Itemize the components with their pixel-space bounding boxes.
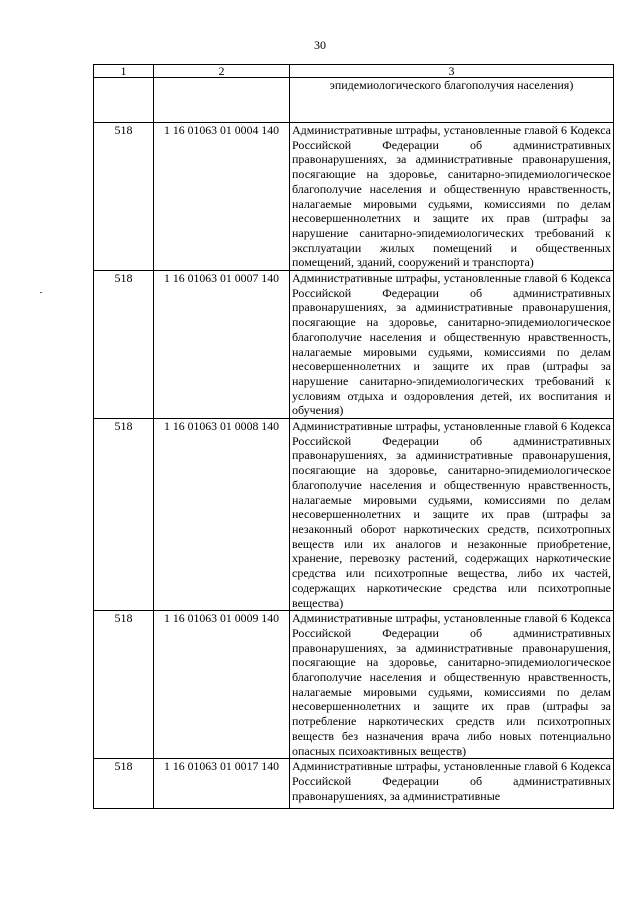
header-col-3: 3 — [290, 65, 614, 78]
kbk-cell: 1 16 01063 01 0004 140 — [154, 123, 290, 271]
description-cell: Административные штрафы, установленные главой 6 Кодекса Российской Федерации об административных правонарушениях, за административные — [290, 759, 614, 809]
header-row — [94, 65, 614, 78]
admin-code-cell: 518 — [94, 123, 154, 271]
admin-code-cell: 518 — [94, 759, 154, 809]
continuation-row — [94, 78, 614, 123]
header-col-2: 2 — [154, 65, 290, 78]
kbk-cell: 1 16 01063 01 0007 140 — [154, 271, 290, 419]
description-cell: эпидемиологического благополучия населения) — [290, 78, 614, 123]
kbk-cell: 1 16 01063 01 0017 140 — [154, 759, 290, 809]
kbk-cell: 1 16 01063 01 0008 140 — [154, 419, 290, 611]
page-number: 30 — [314, 38, 326, 52]
table-row — [94, 123, 614, 271]
description-cell: Административные штрафы, установленные главой 6 Кодекса Российской Федерации об административных правонарушениях, за административные правонарушения, посягающие на здоровье, санитарно-эпидемиологическое благополучие населения и общественную нравственность, налагаемые мировыми судьями, комиссиями по делам несовершеннолетних и защите их прав (штрафы за незаконный оборот наркотических средств, психотропных веществ или их аналогов и незаконные приобретение, хранение, перевозку растений, содержащих наркотические средства или психотропные вещества, либо их частей, содержащих наркотические средства или психотропные вещества) — [290, 419, 614, 611]
margin-mark — [40, 292, 42, 293]
kbk-cell — [154, 78, 290, 123]
kbk-cell: 1 16 01063 01 0009 140 — [154, 611, 290, 759]
description-cell: Административные штрафы, установленные главой 6 Кодекса Российской Федерации об административных правонарушениях, за административные правонарушения, посягающие на здоровье, санитарно-эпидемиологическое благополучие населения и общественную нравственность, налагаемые мировыми судьями, комиссиями по делам несовершеннолетних и защите их прав (штрафы за нарушение санитарно-эпидемиологических требований к условиям отдыха и оздоровления детей, их воспитания и обучения) — [290, 271, 614, 419]
admin-code-cell: 518 — [94, 611, 154, 759]
admin-code-cell: 518 — [94, 271, 154, 419]
table-row — [94, 759, 614, 809]
table-row — [94, 611, 614, 759]
admin-code-cell: 518 — [94, 419, 154, 611]
description-cell: Административные штрафы, установленные главой 6 Кодекса Российской Федерации об административных правонарушениях, за административные правонарушения, посягающие на здоровье, санитарно-эпидемиологическое благополучие населения и общественную нравственность, налагаемые мировыми судьями, комиссиями по делам несовершеннолетних и защите их прав (штрафы за нарушение санитарно-эпидемиологических требований к эксплуатации жилых помещений и общественных помещений, зданий, сооружений и транспорта) — [290, 123, 614, 271]
admin-code-cell — [94, 78, 154, 123]
description-cell: Административные штрафы, установленные главой 6 Кодекса Российской Федерации об административных правонарушениях, за административные правонарушения, посягающие на здоровье, санитарно-эпидемиологическое благополучие населения и общественную нравственность, налагаемые мировыми судьями, комиссиями по делам несовершеннолетних и защите их прав (штрафы за потребление наркотических средств или психотропных веществ без назначения врача либо новых потенциально опасных психоактивных веществ) — [290, 611, 614, 759]
table-row — [94, 271, 614, 419]
table-row — [94, 419, 614, 611]
budget-codes-table — [93, 64, 614, 809]
header-col-1: 1 — [94, 65, 154, 78]
